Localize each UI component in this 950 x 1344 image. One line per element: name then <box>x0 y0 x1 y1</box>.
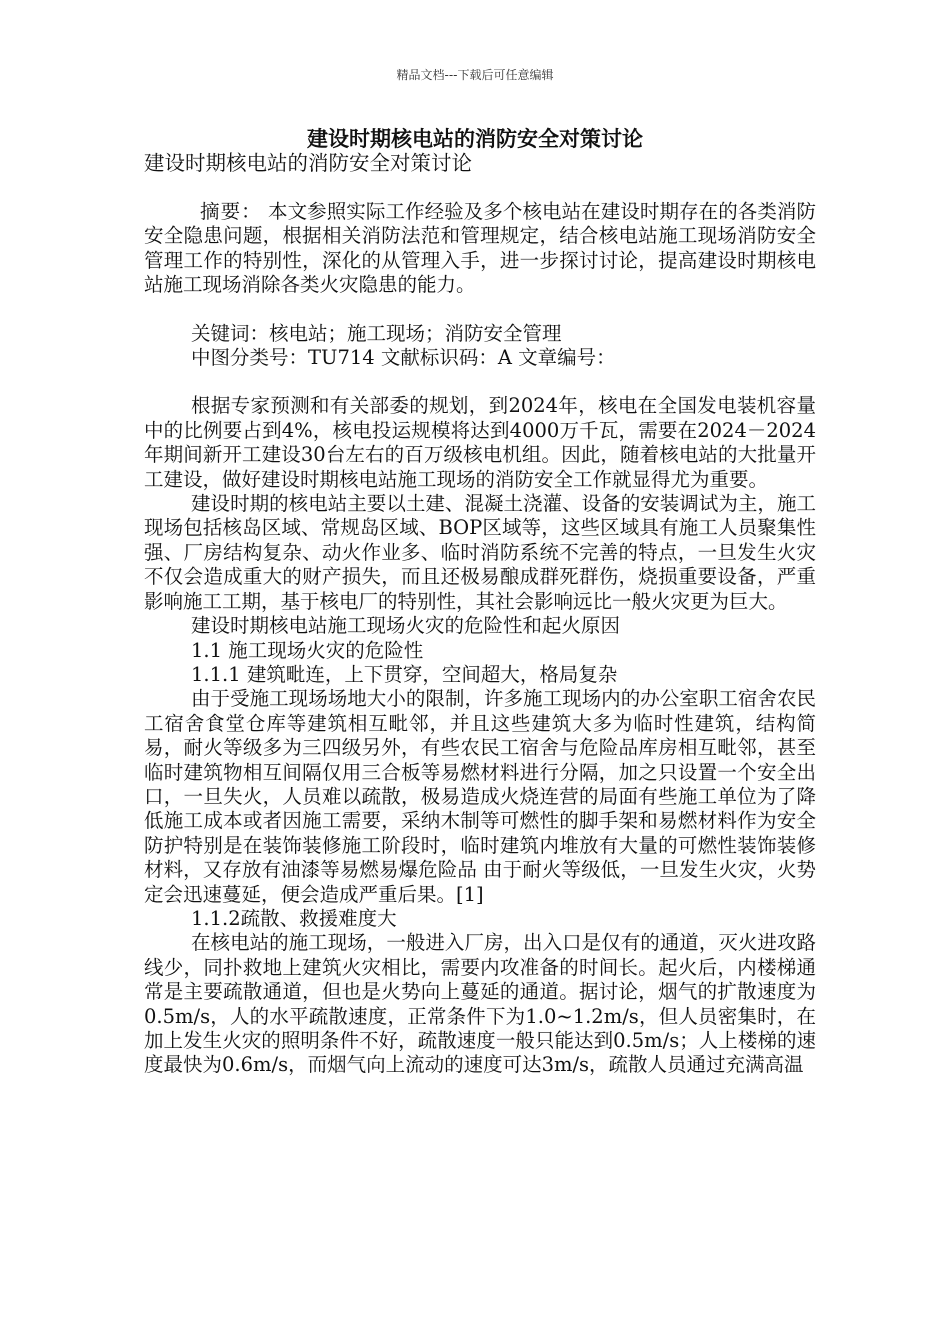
body-paragraph-1: 根据专家预测和有关部委的规划，到2024年，核电在全国发电装机容量中的比例要占到4%，核电投运规模将达到4000万千瓦，需要在2024－2024年期间新开工建设30台左右的百万级核电机组。因此，随着核电站的大批量开工建设，做好建设时期核电站施工现场的消防安全工作就显得尤为重要。 <box>144 394 816 491</box>
section-heading-1: 建设时期核电站施工现场火灾的危险性和起火原因 <box>191 614 621 638</box>
body-paragraph-3: 由于受施工现场场地大小的限制，许多施工现场内的办公室职工宿舍农民工宿舍食堂仓库等建筑相互毗邻，并且这些建筑大多为临时性建筑，结构简易，耐火等级多为三四级另外，有些农民工宿舍与危险品库房相互毗邻，甚至临时建筑物相互间隔仅用三合板等易燃材料进行分隔，加之只设置一个安全出口，一旦失火，人员难以疏散，极易造成火烧连营的局面有些施工单位为了降低施工成本或者因施工需要，采纳木制等可燃性的脚手架和易燃材料作为安全防护特别是在装饰装修施工阶段时，临时建筑内堆放有大量的可燃性装饰装修材料，又存放有油漆等易燃易爆危险品 由于耐火等级低，一旦发生火灾，火势定会迅速蔓延，便会造成严重后果。[1] <box>144 687 816 906</box>
abstract-paragraph <box>144 200 816 298</box>
header-note: 精品文档---下载后可任意编辑 <box>396 68 554 82</box>
keywords-line: 关键词：核电站；施工现场；消防安全管理 <box>191 321 562 345</box>
document-body <box>144 150 816 1078</box>
document-subtitle: 建设时期核电站的消防安全对策讨论 <box>144 151 472 175</box>
body-paragraph-4: 在核电站的施工现场，一般进入厂房，出入口是仅有的通道，灭火进攻路线少，同扑救地上建筑火灾相比，需要内攻准备的时间长。起火后，内楼梯通常是主要疏散通道，但也是火势向上蔓延的通道。据讨论，烟气的扩散速度为0.5m/s，人的水平疏散速度，正常条件下为1.0~1.2m/s，但人员密集时，在加上发生火灾的照明条件不好，疏散速度一般只能达到0.5m/s；人上楼梯的速度最快为0.6m/s，而烟气向上流动的速度可达3m/s，疏散人员通过充满高温 <box>144 931 816 1077</box>
document-title: 建设时期核电站的消防安全对策讨论 <box>307 127 643 151</box>
spacer <box>144 370 816 394</box>
spacer <box>144 298 816 322</box>
classification-line: 中图分类号：TU714 文献标识码：A 文章编号： <box>191 346 616 370</box>
abstract-text: 本文参照实际工作经验及多个核电站在建设时期存在的各类消防安全隐患问题，根据相关消防法范和管理规定，结合核电站施工现场消防安全管理工作的特别性，深化的从管理入手，进一步探讨讨论，提高建设时期核电站施工现场消除各类火灾隐患的能力。 <box>144 200 816 297</box>
section-heading-1-1: 1.1 施工现场火灾的危险性 <box>191 638 424 662</box>
section-heading-1-1-2: 1.1.2疏散、救援难度大 <box>191 906 397 930</box>
body-paragraph-2: 建设时期的核电站主要以土建、混凝土浇灌、设备的安装调试为主，施工现场包括核岛区域、常规岛区域、BOP区域等，这些区域具有施工人员聚集性强、厂房结构复杂、动火作业多、临时消防系统不完善的特点，一旦发生火灾不仅会造成重大的财产损失，而且还极易酿成群死群伤，烧损重要设备，严重影响施工工期，基于核电厂的特别性，其社会影响远比一般火灾更为巨大。 <box>144 492 816 613</box>
abstract-label: 摘要： <box>200 200 262 223</box>
section-heading-1-1-1: 1.1.1 建筑毗连，上下贯穿，空间超大，格局复杂 <box>191 662 618 686</box>
